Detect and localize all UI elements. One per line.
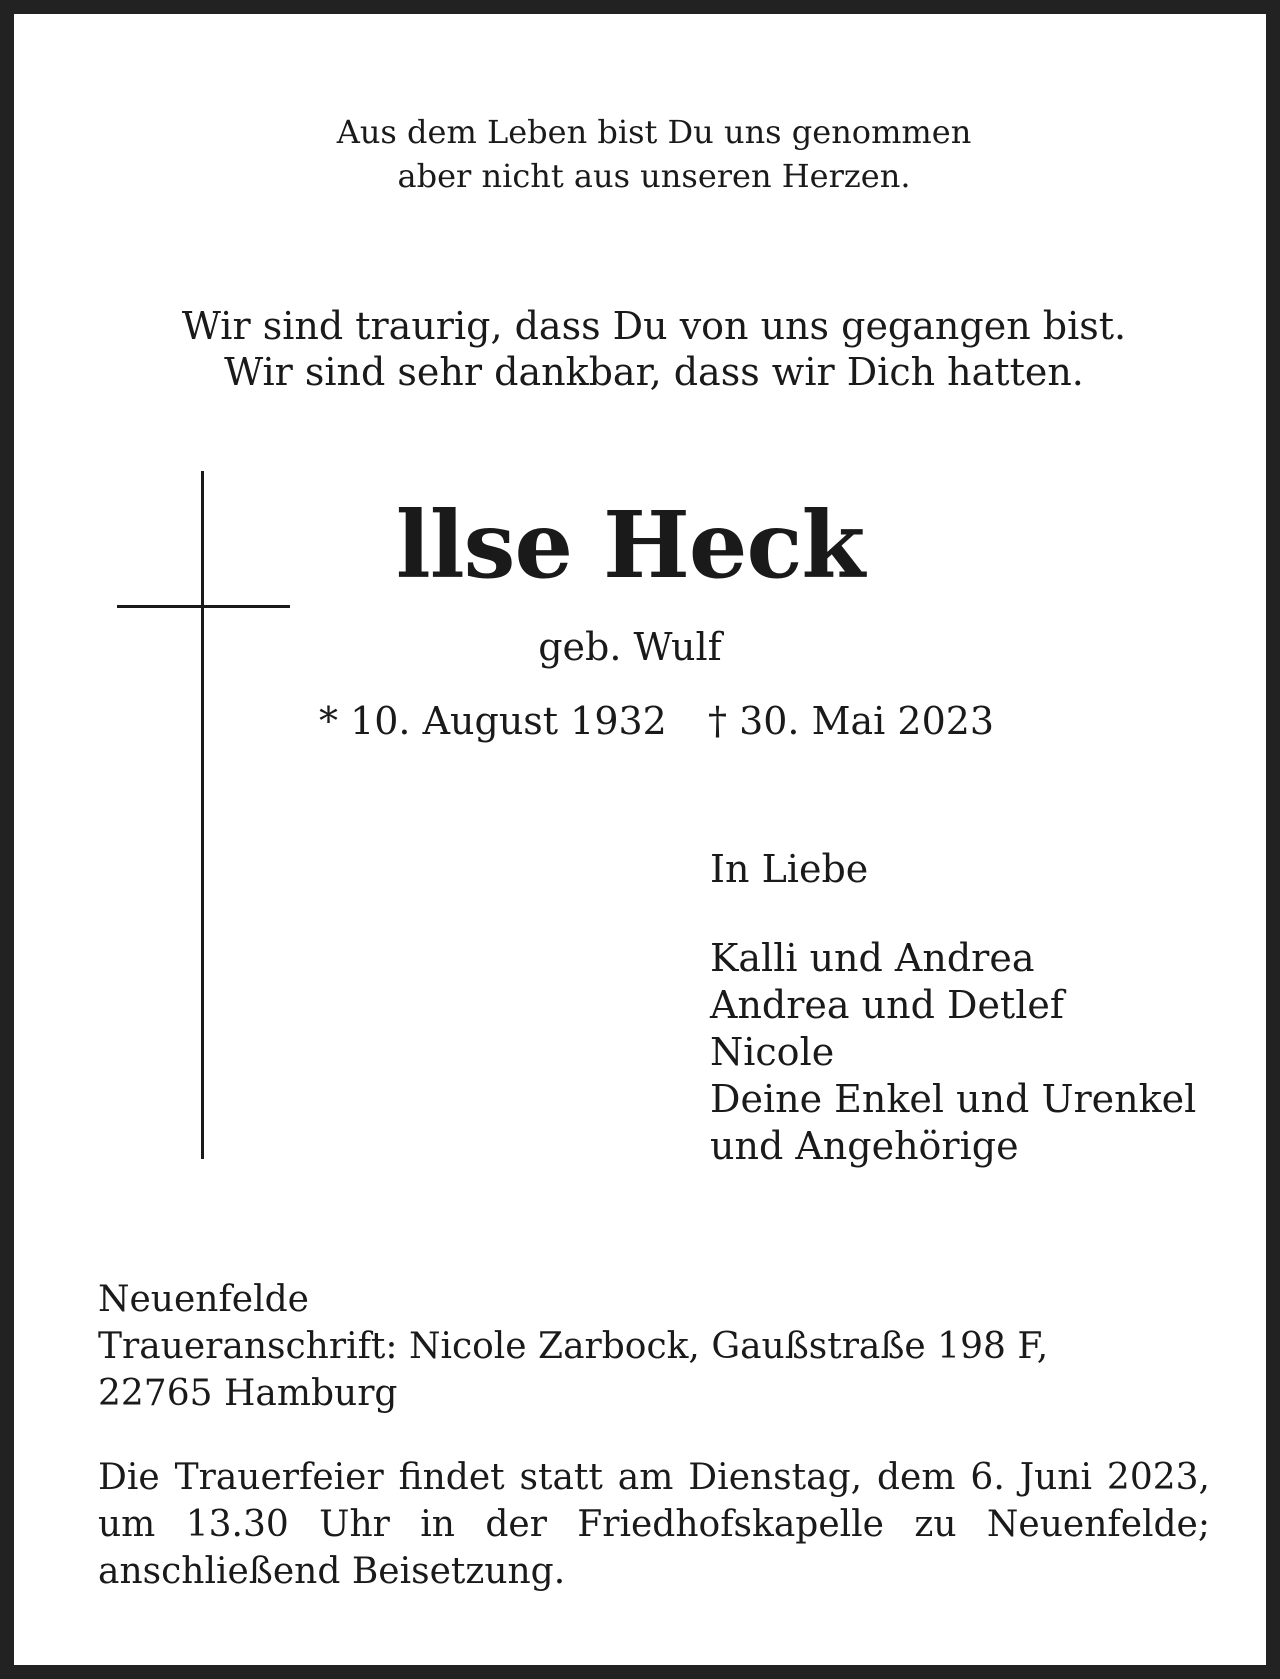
- mourner-name: Nicole: [710, 1030, 835, 1074]
- cross-icon-horizontal: [117, 605, 290, 608]
- mourner-name: und Angehörige: [710, 1124, 1019, 1168]
- mourner-name: Deine Enkel und Urenkel: [710, 1077, 1197, 1121]
- verse-line-2: Wir sind sehr dankbar, dass wir Dich hatten.: [224, 350, 1084, 394]
- maiden-name: geb. Wulf: [538, 625, 722, 669]
- death-date: † 30. Mai 2023: [708, 699, 995, 743]
- address-line-2: 22765 Hamburg: [98, 1373, 398, 1414]
- motto-line-2: aber nicht aus unseren Herzen.: [397, 157, 911, 195]
- motto-line-1: Aus dem Leben bist Du uns genommen: [336, 113, 972, 151]
- verse-line-1: Wir sind traurig, dass Du von uns gegangen bist.: [181, 304, 1127, 348]
- mourners-block: [710, 846, 1196, 1170]
- mourners-spacer: [710, 893, 1196, 935]
- mourner-name: Andrea und Detlef: [710, 983, 1064, 1027]
- ceremony-text: Die Trauerfeier findet statt am Dienstag, dem 6. Juni 2023, um 13.30 Uhr in der Friedhofskapelle zu Neuenfelde; anschließend Beisetzung.: [98, 1457, 1210, 1592]
- address-place: Neuenfelde: [98, 1279, 309, 1320]
- address-block: [98, 1276, 1210, 1417]
- deceased-name: llse Heck: [395, 491, 865, 599]
- address-line-1: Traueranschrift: Nicole Zarbock, Gaußstraße 198 F,: [98, 1326, 1049, 1367]
- birth-date: * 10. August 1932: [319, 699, 667, 743]
- mourner-name: Kalli und Andrea: [710, 936, 1035, 980]
- mourners-intro: In Liebe: [710, 847, 869, 891]
